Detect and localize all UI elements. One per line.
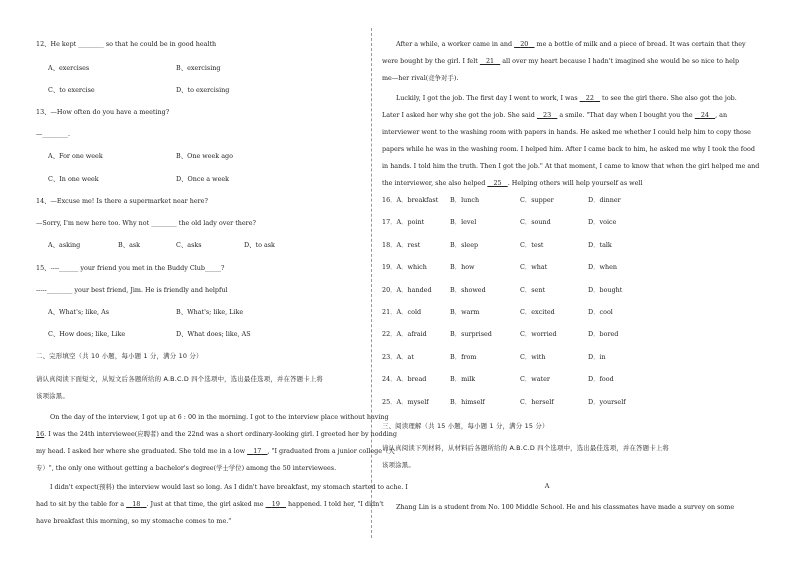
section2-title: 二、完形填空（共 10 小题，每小题 1 分，满分 10 分）	[36, 352, 203, 360]
option-23-b: B．from	[450, 352, 477, 361]
q12-option-d: D、to exercising	[176, 86, 230, 94]
passage1-line4: 专）", the only one without getting a bachelor's degree(学士学位) among the 50 interviewees.	[36, 464, 337, 472]
option-17-a: 17．A．point	[382, 218, 425, 227]
option-18-c: C．test	[520, 240, 544, 249]
option-25-a: 25．A．myself	[382, 397, 429, 406]
passage1-line2: 16. I was the 24th interviewee(应聘者) and the 22nd was a short ordinary-looking girl. I greeted her by nodding	[36, 430, 397, 438]
passage4-line1: Luckily, I got the job. The first day I went to work, I was 22 to see the girl there. She also got the job.	[396, 94, 737, 102]
q13-option-b: B、One week ago	[176, 152, 233, 160]
passage1-line1: On the day of the interview, I got up at 6 : 00 in the morning. I got to the interview place without having	[50, 413, 389, 421]
option-25-c: C．herself	[520, 397, 554, 406]
option-20-b: B．showed	[450, 285, 486, 294]
q12-option-c: C、to exercise	[48, 86, 95, 94]
blank-20: 20	[520, 40, 529, 48]
passage4-line3: interviewer went to the washing room with papers in hands. He asked me whether I could help him to copy those	[382, 128, 751, 136]
passage3-line3: me—her rival(竞争对手).	[382, 74, 459, 82]
passage-a-line1: Zhang Lin is a student from No. 100 Middle School. He and his classmates have made a survey on some	[396, 503, 735, 511]
option-16-b: B．lunch	[450, 196, 480, 204]
q12-option-b: B、exercising	[176, 64, 221, 72]
q14-stem: 14、—Excuse me! Is there a supermarket near here?	[36, 197, 208, 205]
q13-option-c: C、In one week	[48, 175, 99, 183]
passage2-line3: have breakfast this morning, so my stomache comes to me."	[36, 517, 232, 525]
q12-stem: 12、He kept ________ so that he could be in good health	[36, 40, 217, 48]
blank-24: 24	[700, 111, 709, 119]
option-16-a: 16．A．breakfast	[382, 196, 439, 204]
option-17-d: D．voice	[588, 218, 617, 227]
q14-reply: —Sorry, I'm new here too. Why not ________ the old lady over there?	[36, 219, 256, 227]
blank-19: 19	[271, 500, 280, 508]
option-18-d: D．talk	[588, 240, 612, 249]
option-23-d: D．in	[588, 352, 606, 361]
option-20-a: 20．A．handed	[382, 285, 432, 294]
option-25-d: D．yourself	[588, 397, 626, 406]
section2-instruction-cont: 该项涂黑。	[36, 392, 69, 400]
option-20-c: C．sent	[520, 285, 546, 294]
option-17-c: C．sound	[520, 218, 551, 227]
q13-option-d: D、Once a week	[176, 175, 230, 183]
option-17-b: B．level	[450, 218, 477, 227]
passage2-line2: had to sit by the table for a 18 . Just at that time, the girl asked me 19 happened. I told her, "I didn't	[36, 500, 384, 508]
q13-blank: —________.	[36, 130, 70, 138]
option-23-a: 23．A．at	[382, 352, 414, 361]
blank-16: 16	[36, 430, 45, 438]
passage-a-label: A	[544, 482, 550, 490]
option-25-b: B．himself	[450, 397, 485, 406]
q14-option-d: D、to ask	[244, 241, 275, 249]
section3-title: 三、阅读理解（共 15 小题，每小题 1 分，满分 15 分）	[382, 422, 549, 430]
q15-option-a: A、What's; like, As	[48, 308, 109, 316]
option-18-a: 18．A．rest	[382, 240, 421, 249]
option-24-a: 24．A．bread	[382, 375, 427, 384]
q15-option-b: B、What's; like, Like	[176, 308, 244, 316]
q14-option-c: C、asks	[176, 241, 202, 249]
passage1-line3: my head. I asked her where she graduated. She told me in a low 17 , "I graduated from a junior college（大	[36, 447, 395, 455]
option-19-d: D．when	[588, 263, 617, 272]
option-22-d: D．bored	[588, 330, 619, 339]
passage3-line1: After a while, a worker came in and 20 me a bottle of milk and a piece of bread. It was certain that they	[396, 40, 746, 48]
blank-22: 22	[585, 94, 594, 102]
section2-instruction: 请认真阅读下面短文，从短文后各题所给的 A.B.C.D 四个选项中，选出最佳选项，并在答题卡上将	[36, 375, 324, 383]
option-21-c: C．excited	[520, 308, 555, 316]
option-19-a: 19．A．which	[382, 263, 427, 272]
q12-option-a: A、exercises	[48, 64, 90, 72]
option-23-c: C．with	[520, 352, 546, 361]
option-22-a: 22．A．afraid	[382, 330, 427, 339]
passage3-line2: were bought by the girl. I felt 21 all over my heart because I hadn't imagined she would be so nice to help	[382, 57, 740, 65]
q15-stem: 15、----______ your friend you met in the Buddy Club_____?	[36, 264, 225, 272]
q14-option-b: B、ask	[118, 241, 141, 249]
option-18-b: B．sleep	[450, 240, 479, 249]
q13-stem: 13、—How often do you have a meeting?	[36, 108, 170, 116]
section3-instruction: 请认真阅读下列材料，从材料后各题所给的 A.B.C.D 四个选项中，选出最佳选项，并在答题卡上将	[382, 444, 670, 452]
q15-option-d: D、What does; like, AS	[176, 330, 251, 338]
option-21-a: 21．A．cold	[382, 308, 422, 316]
option-16-c: C．supper	[520, 196, 554, 204]
option-24-d: D．food	[588, 375, 614, 384]
blank-23: 23	[543, 111, 552, 119]
passage4-line4: papers while he was in the washing room. I helped him. After I came back to him, he asked me why I took the food	[382, 145, 755, 153]
blank-25: 25	[493, 179, 502, 187]
column-divider	[371, 28, 372, 538]
q13-option-a: A、For one week	[48, 152, 103, 160]
option-19-c: C．what	[520, 263, 548, 272]
option-24-b: B．milk	[450, 375, 476, 384]
section3-instruction-cont: 该项涂黑。	[382, 461, 415, 469]
blank-18: 18	[132, 500, 141, 508]
option-16-d: D．dinner	[588, 196, 621, 204]
option-21-d: D．cool	[588, 308, 613, 316]
blank-21: 21	[485, 57, 495, 65]
passage2-line1: I didn't expect(预料) the interview would last so long. As I didn't have breakfast, my stomach started to ache. I	[50, 483, 408, 491]
passage4-line2: Later I asked her why she got the job. She said 23 a smile. "That day when I bought you the 24 , an	[382, 111, 728, 119]
q15-reply: -----________ your best friend, Jim. He is friendly and helpful	[36, 286, 228, 294]
option-24-c: C．water	[520, 375, 550, 384]
q15-option-c: C、How does; like, Like	[48, 330, 126, 338]
q14-option-a: A、asking	[48, 241, 81, 249]
passage4-line6: the interviewer, she also helped 25 . Helping others will help yourself as well	[382, 179, 643, 187]
option-21-b: B．warm	[450, 308, 480, 316]
blank-17: 17	[253, 447, 262, 455]
option-19-b: B．how	[450, 263, 475, 272]
option-22-b: B．surprised	[450, 330, 492, 339]
passage4-line5: in hands. I told him the truth. Then I got the job." At that moment, I came to know that when the girl helped me and	[382, 162, 760, 170]
option-22-c: C．worried	[520, 330, 557, 339]
option-20-d: D．bought	[588, 285, 623, 294]
